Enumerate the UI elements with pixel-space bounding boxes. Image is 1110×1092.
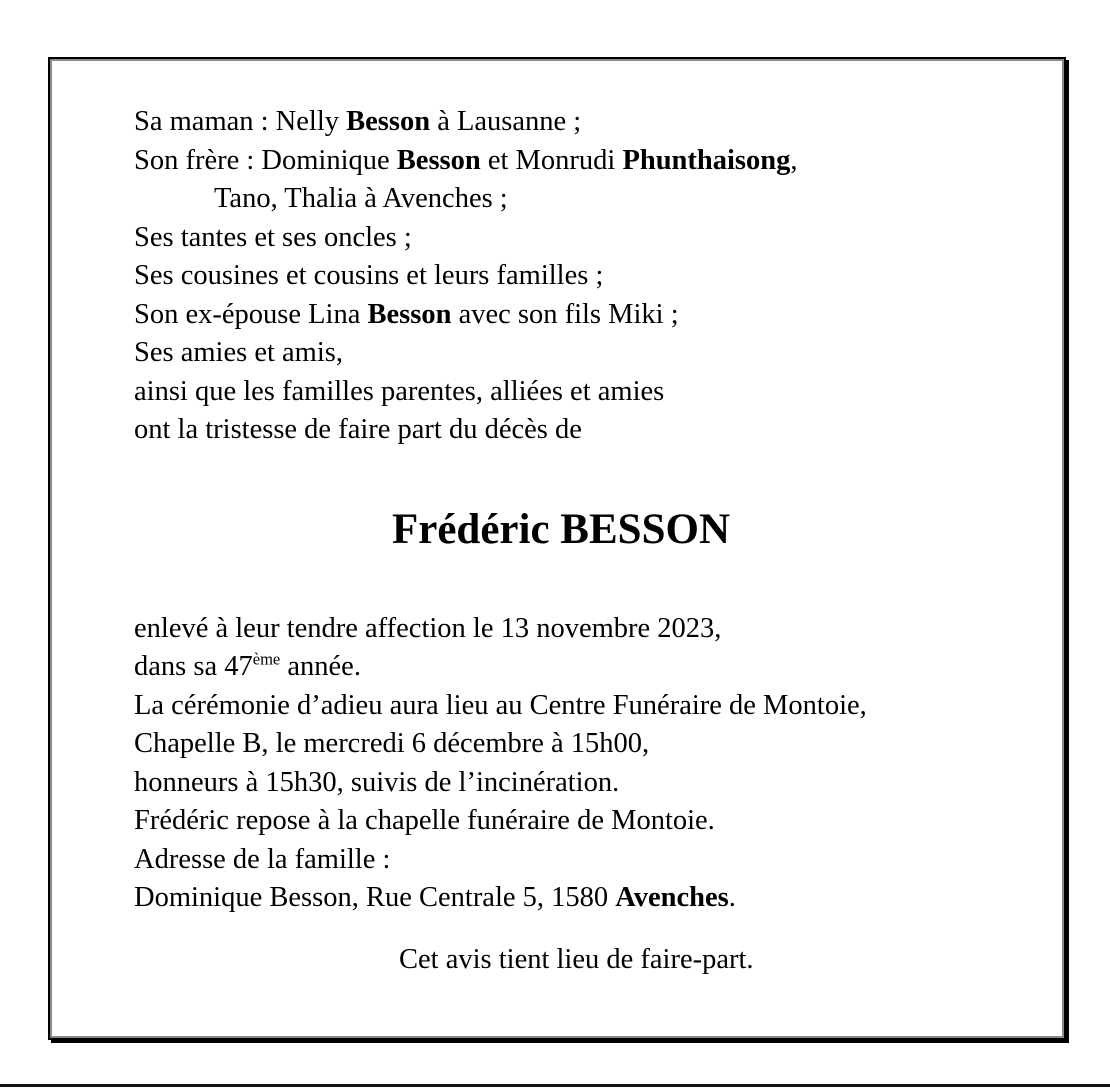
death-notice-frame [48, 57, 1066, 1040]
notice-text-line: ont la tristesse de faire part du décès de [134, 414, 582, 445]
notice-text-line: Frédéric repose à la chapelle funéraire de Montoie. [134, 805, 715, 836]
closing-line: Cet avis tient lieu de faire-part. [399, 943, 754, 975]
notice-text-line: Adresse de la famille : [134, 843, 391, 875]
notice-text-line: ainsi que les familles parentes, alliées et amies [134, 375, 665, 407]
notice-text-line: La cérémonie d’adieu aura lieu au Centre Funéraire de Montoie, [134, 689, 867, 721]
page-bottom-rule [0, 1084, 1110, 1087]
notice-text-line: honneurs à 15h30, suivis de l’incinération. [134, 766, 620, 798]
ceremony-details-section [134, 610, 1024, 918]
deceased-name: Frédéric BESSON [392, 505, 730, 553]
notice-text-line: Son frère : Dominique Besson et Monrudi Phunthaisong, [134, 144, 798, 176]
notice-text-line: Ses tantes et ses oncles ; [134, 221, 412, 253]
notice-text-line: dans sa 47ème année. [134, 649, 361, 682]
notice-text-line: Ses cousines et cousins et leurs familles ; [134, 260, 604, 291]
notice-content [50, 59, 1064, 979]
notice-text-line: enlevé à leur tendre affection le 13 novembre 2023, [134, 612, 722, 644]
family-intro-section [134, 103, 1024, 450]
notice-text-line: Ses amies et amis, [134, 337, 343, 368]
notice-text-line: Dominique Besson, Rue Centrale 5, 1580 Avenches. [134, 882, 736, 913]
notice-text-line: Tano, Thalia à Avenches ; [214, 183, 508, 214]
notice-text-line: Son ex-épouse Lina Besson avec son fils Miki ; [134, 298, 679, 330]
notice-text-line: Chapelle B, le mercredi 6 décembre à 15h00, [134, 728, 650, 759]
notice-text-line: Sa maman : Nelly Besson à Lausanne ; [134, 106, 582, 137]
